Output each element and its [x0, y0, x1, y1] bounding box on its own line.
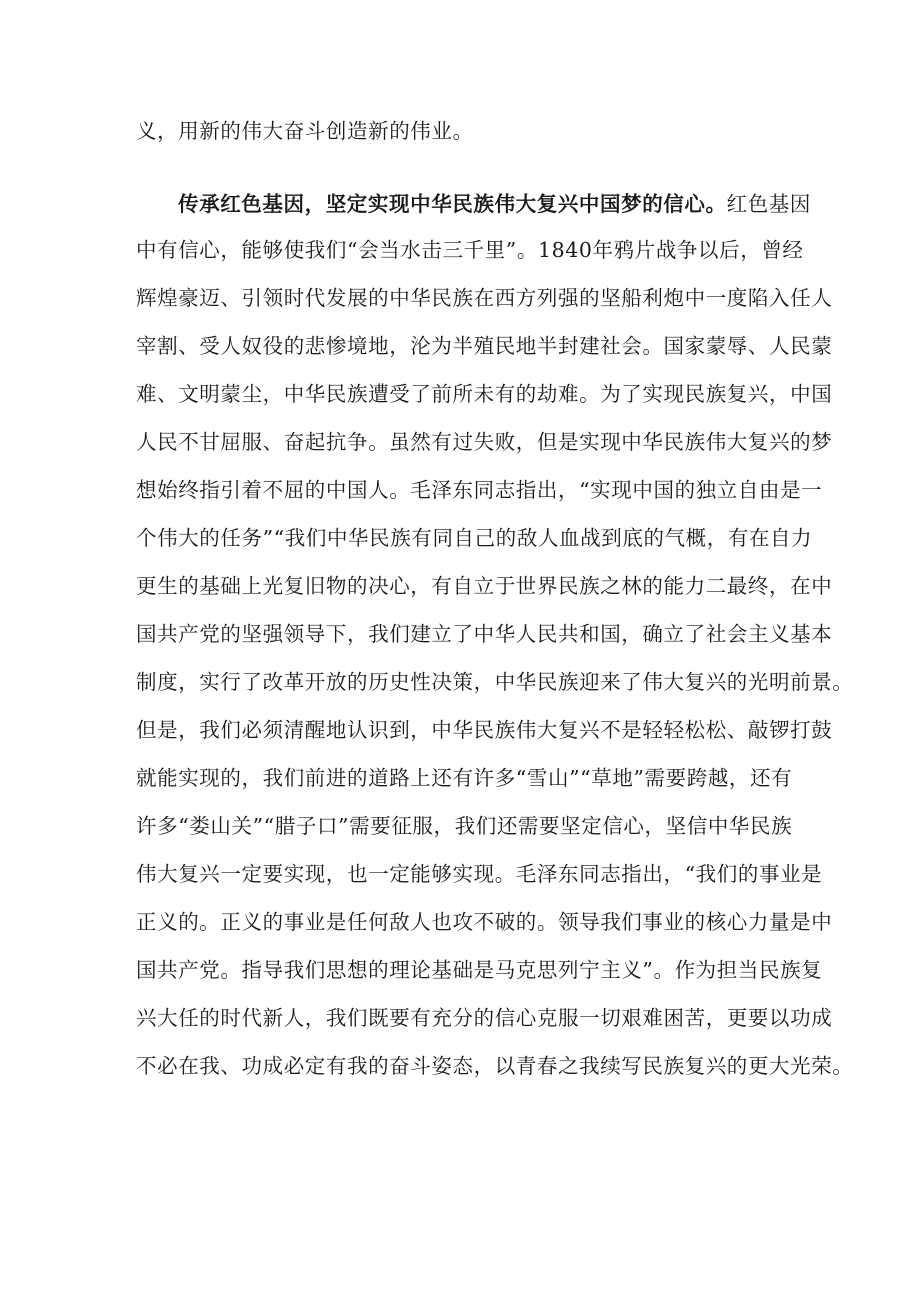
paragraph-line: 就能实现的，我们前进的道路上还有许多“雪山”“草地”需要跨越，还有	[136, 766, 793, 790]
paragraph-line: 更生的基础上光复旧物的决心，有自立于世界民族之林的能力二最终，在中	[136, 574, 833, 598]
paragraph-line: 不必在我、功成必定有我的奋斗姿态，以青春之我续写民族复兴的更大光荣。	[136, 1054, 854, 1078]
paragraph-line: 国共产党。指导我们思想的理论基础是马克思列宁主义”。作为担当民族复	[136, 958, 823, 982]
paragraph-heading-line	[178, 191, 812, 217]
paragraph-line: 正义的。正义的事业是任何敌人也攻不破的。领导我们事业的核心力量是中	[136, 910, 833, 934]
paragraph-line: 想始终指引着不屈的中国人。毛泽东同志指出，“实现中国的独立自由是一	[136, 478, 823, 502]
paragraph-line: 制度，实行了改革开放的历史性决策，中华民族迎来了伟大复兴的光明前景。	[136, 670, 854, 694]
paragraph-line: 个伟大的任务”“我们中华民族有同自己的敌人血战到底的气概，有在自力	[136, 526, 813, 550]
paragraph-line: 难、文明蒙尘，中华民族遭受了前所未有的劫难。为了实现民族复兴，中国	[136, 382, 833, 406]
paragraph-line: 许多“娄山关”“腊子口”需要征服，我们还需要坚定信心，坚信中华民族	[136, 814, 793, 838]
paragraph-line: 人民不甘屈服、奋起抗争。虽然有过失败，但是实现中华民族伟大复兴的梦	[136, 430, 833, 454]
paragraph-line: 中有信心，能够使我们“会当水击三千里”。1840年鸦片战争以后，曾经	[136, 238, 804, 262]
paragraph-line: 国共产党的坚强领导下，我们建立了中华人民共和国，确立了社会主义基本	[136, 622, 833, 646]
bold-heading: 传承红色基因，坚定实现中华民族伟大复兴中国梦的信心。	[178, 192, 727, 216]
heading-continuation: 红色基因	[726, 192, 812, 216]
paragraph-line: 义，用新的伟大奋斗创造新的伟业。	[136, 119, 474, 143]
paragraph-line: 辉煌豪迈、引领时代发展的中华民族在西方列强的坚船利炮中一度陷入任人	[136, 286, 833, 310]
paragraph-line: 但是，我们必须清醒地认识到，中华民族伟大复兴不是轻轻松松、敲锣打鼓	[136, 718, 833, 742]
paragraph-line: 伟大复兴一定要实现，也一定能够实现。毛泽东同志指出，“我们的事业是	[136, 862, 823, 886]
paragraph-line: 兴大任的时代新人，我们既要有充分的信心克服一切艰难困苦，更要以功成	[136, 1006, 833, 1030]
paragraph-line: 宰割、受人奴役的悲惨境地，沦为半殖民地半封建社会。国家蒙辱、人民蒙	[136, 334, 833, 358]
